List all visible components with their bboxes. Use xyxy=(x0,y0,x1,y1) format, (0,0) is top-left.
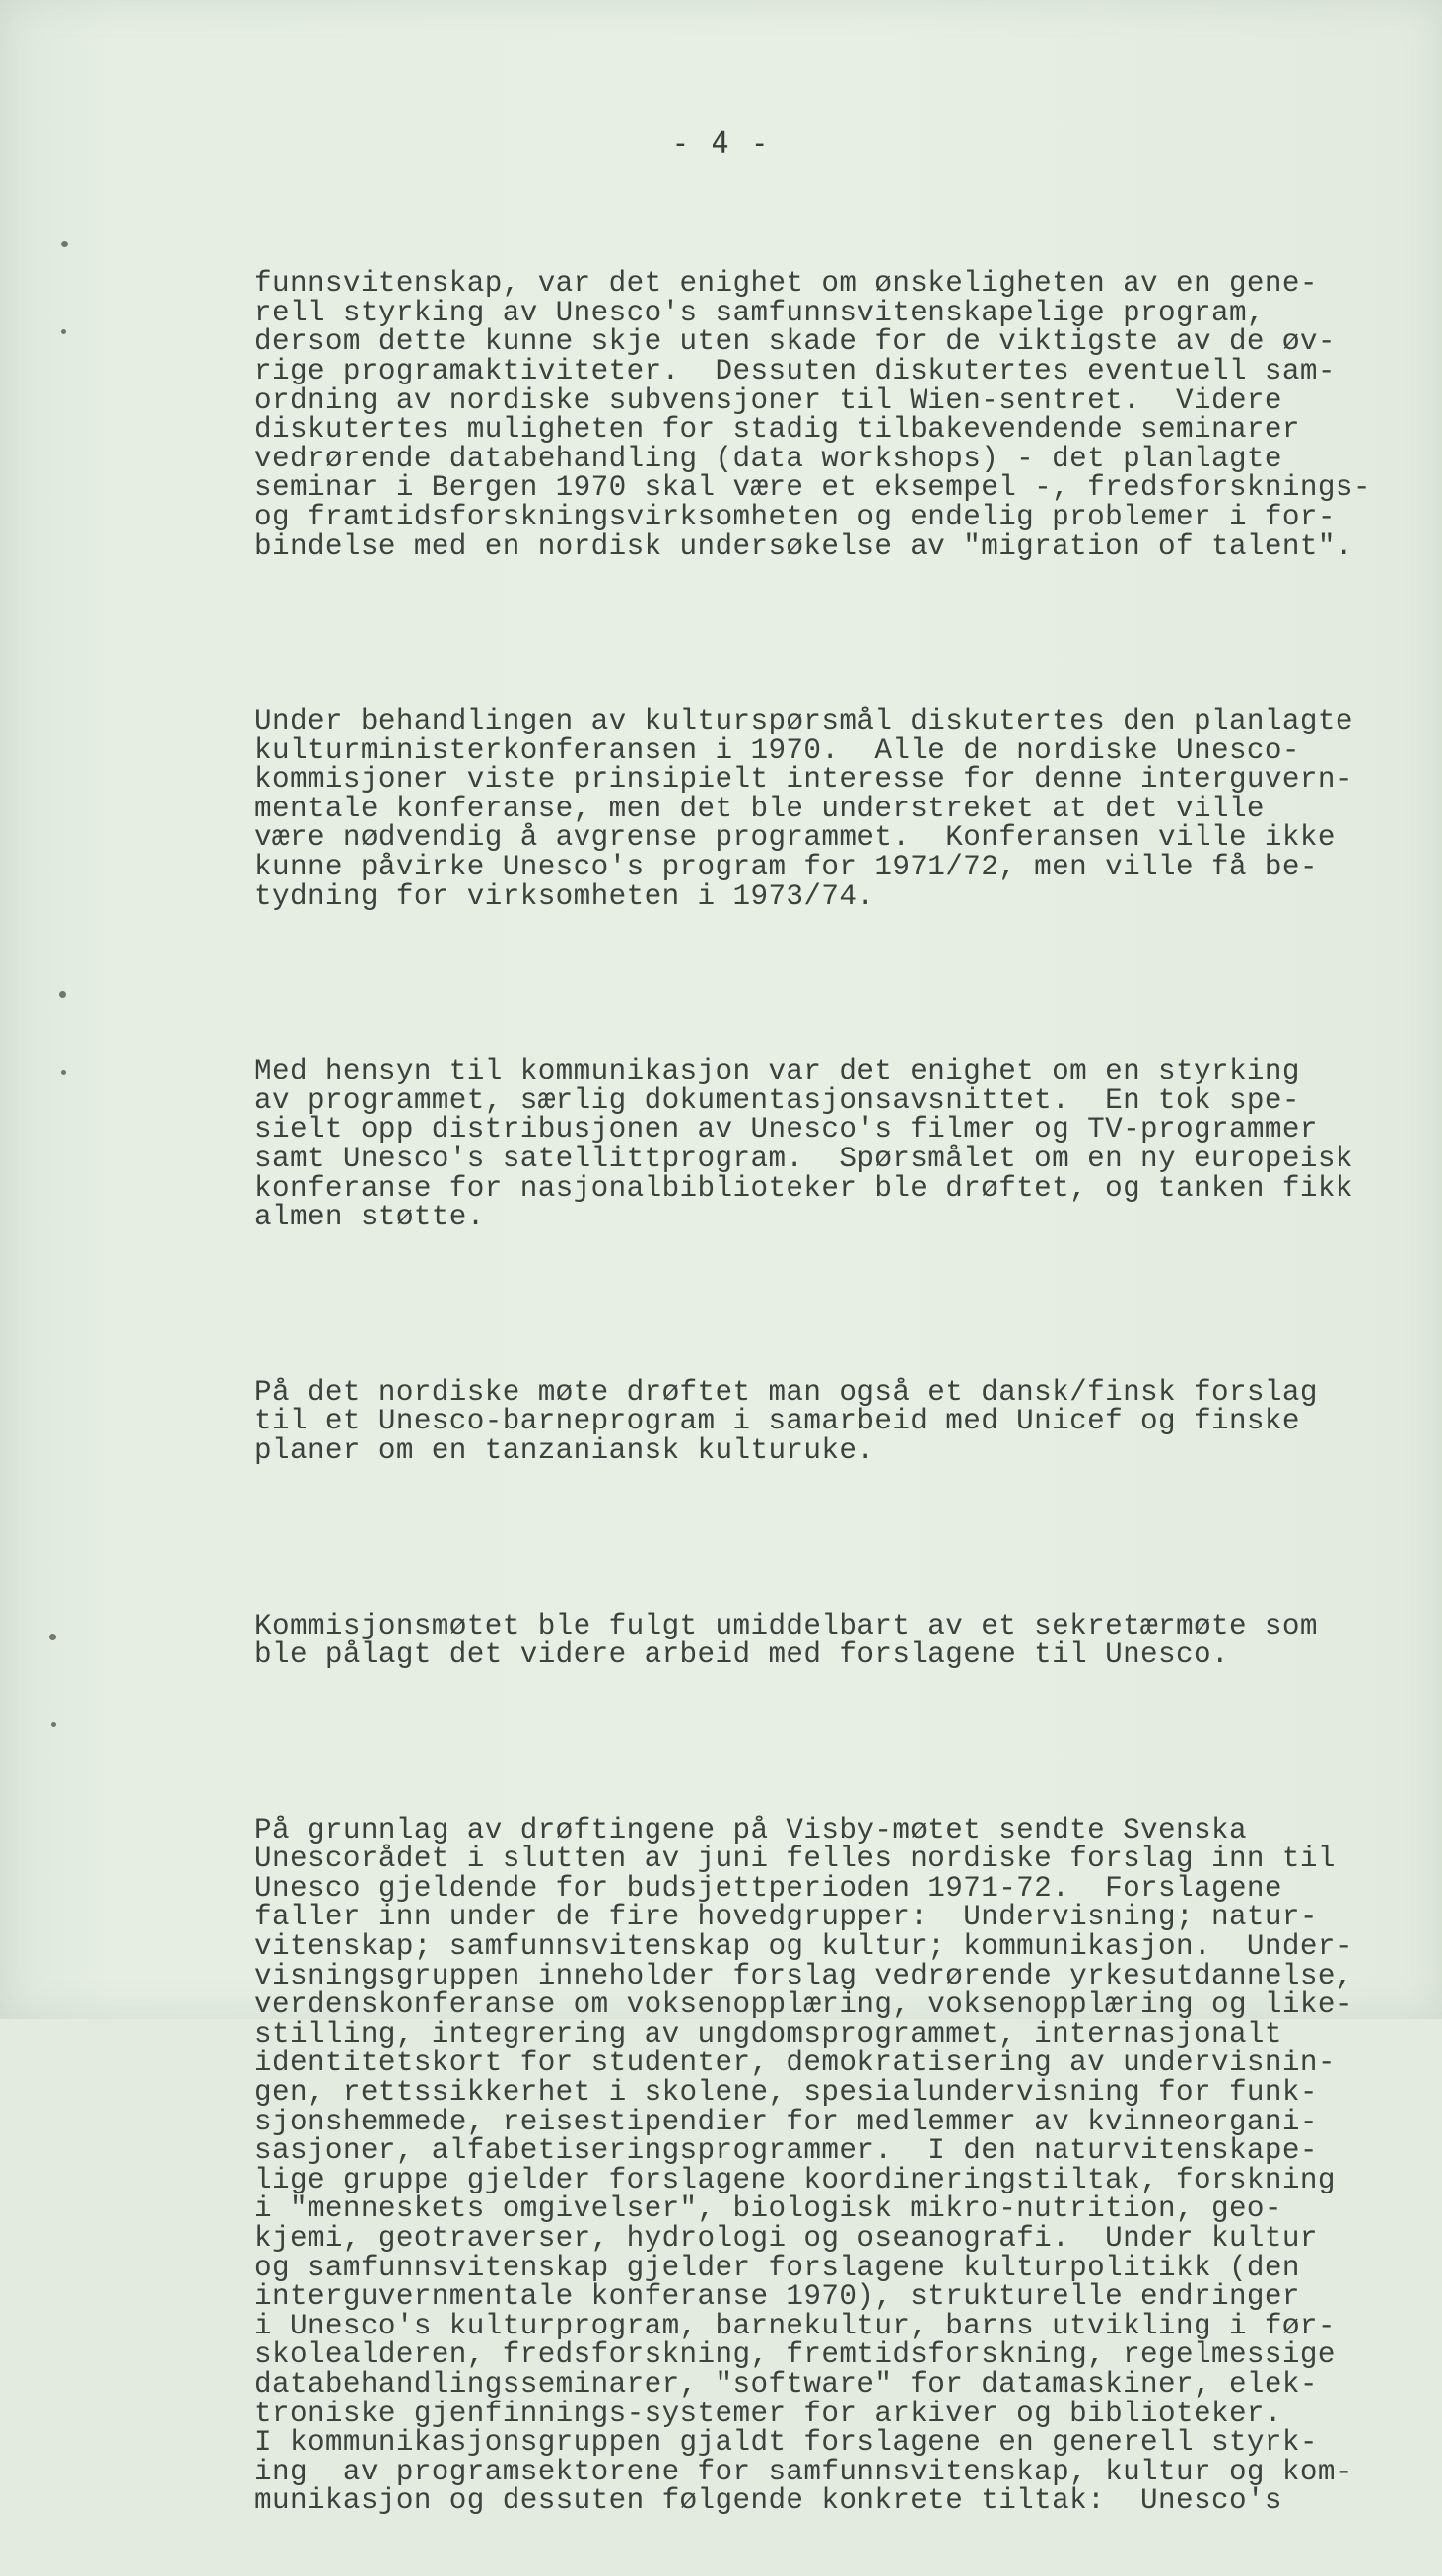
punch-mark xyxy=(61,329,66,334)
paragraph: Under behandlingen av kulturspørsmål diskutertes den planlagte kulturministerkonferansen i 1970. Alle de nordiske Unesco- kommisjoner viste prinsipielt interesse for denne interguvern- mentale konferanse, men det ble understreket at det ville være nødvendig å avgrense programmet. Konferansen ville ikke kunne påvirke Unesco's program for 1971/72, men ville få be- tydning for virksomheten i 1973/74. xyxy=(254,705,1353,913)
paragraph: funnsvitenskap, var det enighet om ønskeligheten av en gene- rell styrking av Unesco's samfunnsvitenskapelige program, dersom dette kunne skje uten skade for de viktigste av de øv- rige programaktiviteter. Dessuten diskutertes eventuell sam- ordning av nordiske subvensjoner til Wien-sentret. Videre diskutertes muligheten for stadig tilbakevendende seminarer vedrørende databehandling (data workshops) - det planlagte seminar i Bergen 1970 skal være et eksempel -, fredsforsknings- og framtidsforskningsvirksomheten og endelig problemer i for- bindelse med en nordisk undersøkelse av "migration of talent". xyxy=(254,267,1371,563)
document-body xyxy=(254,211,1417,2574)
paragraph: Kommisjonsmøtet ble fulgt umiddelbart av et sekretærmøte som ble pålagt det videre arbeid med forslagene til Unesco. xyxy=(254,1609,1318,1672)
punch-mark xyxy=(49,1634,56,1640)
punch-mark xyxy=(61,1070,66,1075)
page-number: - 4 - xyxy=(671,126,771,161)
punch-mark xyxy=(59,991,66,998)
paragraph: På det nordiske møte drøftet man også et dansk/finsk forslag til et Unesco-barneprogram i samarbeid med Unicef og finske planer om en tanzaniansk kulturuke. xyxy=(254,1375,1318,1467)
punch-mark xyxy=(51,1722,56,1727)
paragraph: Med hensyn til kommunikasjon var det enighet om en styrking av programmet, særlig dokumentasjonsavsnittet. En tok spe- sielt opp distribusjonen av Unesco's filmer og TV-programmer samt Unesco's satellittprogram. Spørsmålet om en ny europeisk konferanse for nasjonalbiblioteker ble drøftet, og tanken fikk almen støtte. xyxy=(254,1055,1353,1234)
punch-mark xyxy=(61,241,68,247)
paragraph: På grunnlag av drøftingene på Visby-møtet sendte Svenska Unescorådet i slutten av juni felles nordiske forslag inn til Unesco gjeldende for budsjettperioden 1971-72. Forslagene faller inn under de fire hovedgrupper: Undervisning; natur- vitenskap; samfunnsvitenskap og kultur; kommunikasjon. Under- visningsgruppen inneholder forslag vedrørende yrkesutdannelse, verdenskonferanse om voksenopplæring, voksenopplæring og like- stilling, integrering av ungdomsprogrammet, internasjonalt identitetskort for studenter, demokratisering av undervisnin- gen, rettssikkerhet i skolene, spesialundervisning for funk- sjonshemmede, reisestipendier for medlemmer av kvinneorgani- sasjoner, alfabetiseringsprogrammer. I den naturvitenskape- lige gruppe gjelder forslagene koordineringstiltak, forskning i "menneskets omgivelser", biologisk mikro-nutrition, geo- kjemi, geotraverser, hydrologi og oseanografi. Under kultur og samfunnsvitenskap gjelder forslagene kulturpolitikk (den interguvernmentale konferanse 1970), strukturelle endringer i Unesco's kulturprogram, barnekultur, barns utvikling i før- skolealderen, fredsforskning, fremtidsforskning, regelmessige databehandlingsseminarer, "software" for datamaskiner, elek- troniske gjenfinnings-systemer for arkiver og biblioteker. I kommunikasjonsgruppen gjaldt forslagene en generell styrk- ing av programsektorene for samfunnsvitenskap, kultur og kom- munikasjon og dessuten følgende konkrete tiltak: Unesco's xyxy=(254,1813,1353,2518)
